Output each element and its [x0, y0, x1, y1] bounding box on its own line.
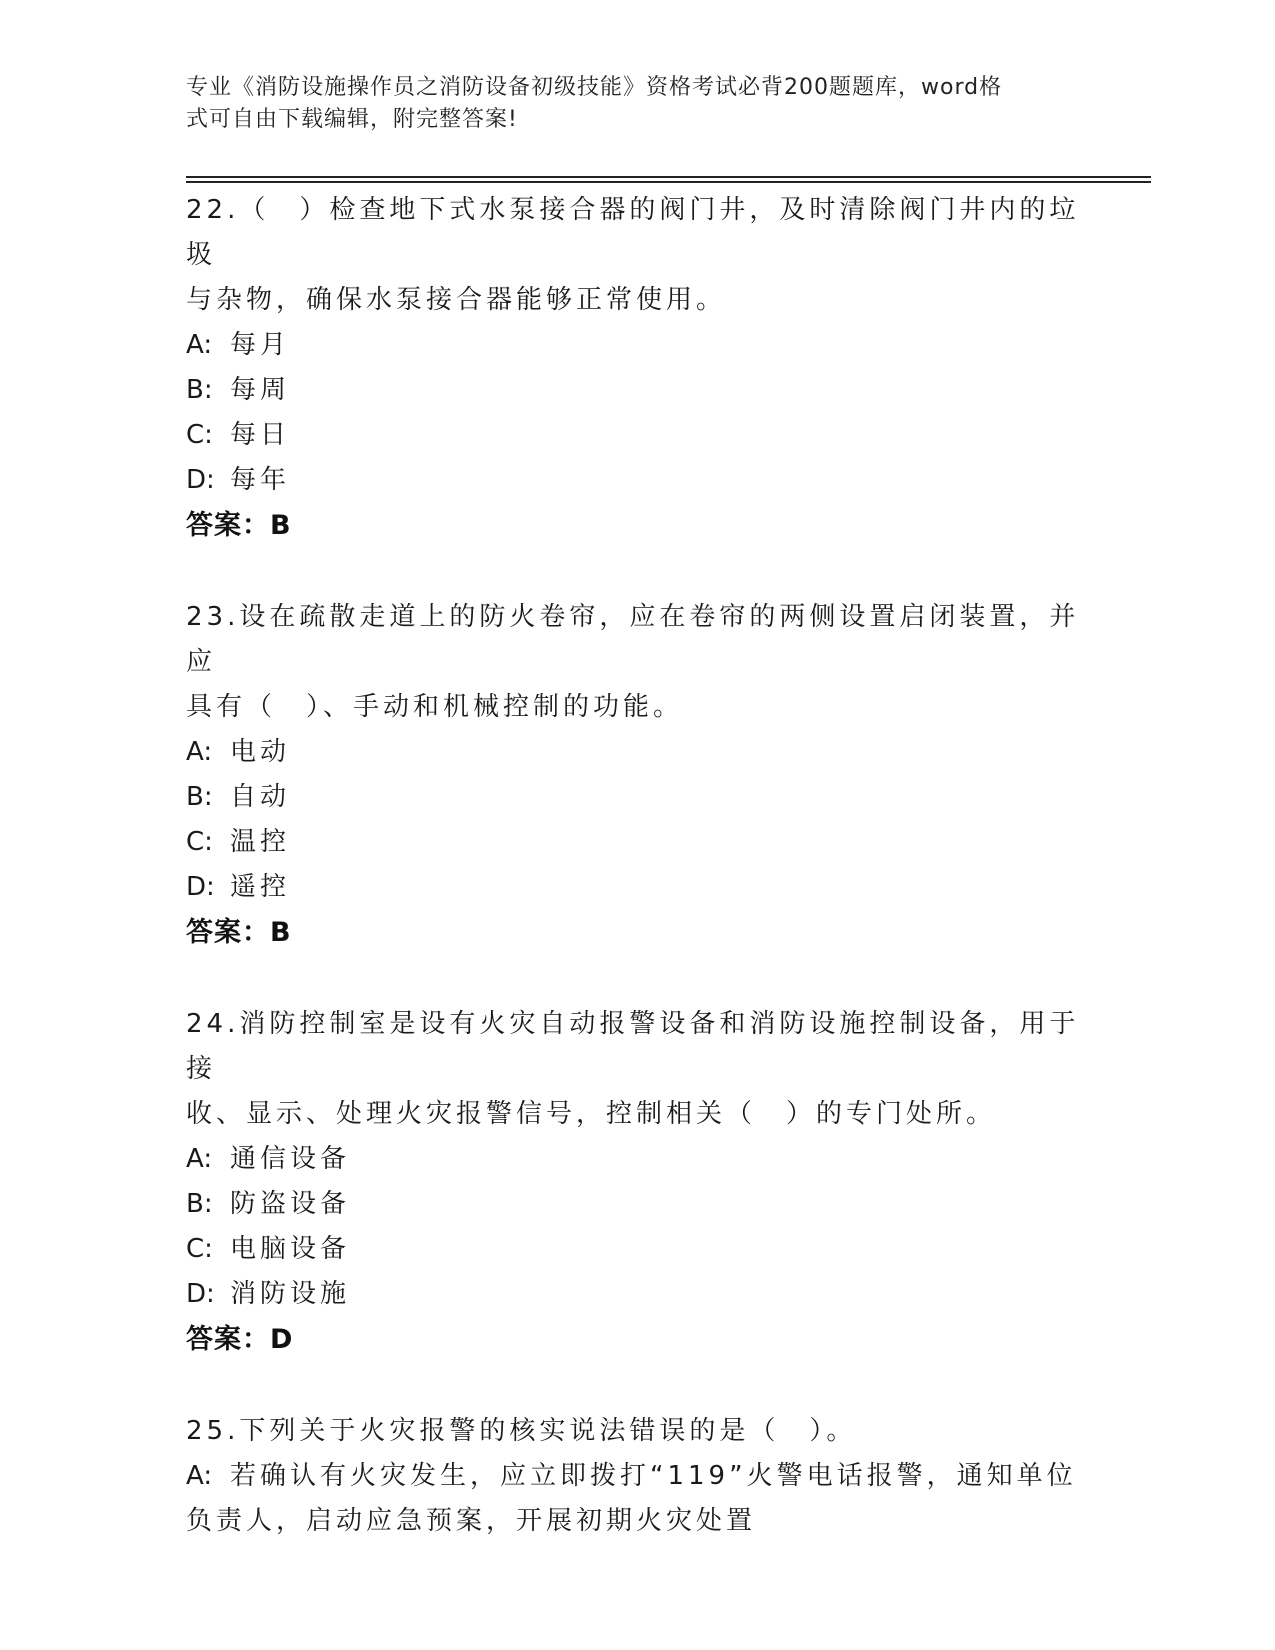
option-key: C: [186, 1234, 213, 1264]
option-key: C: [186, 827, 213, 857]
header-divider-bottom [186, 181, 1151, 183]
option-key: A: [186, 1461, 213, 1491]
question-text-line: 22.（ ）检查地下式水泵接合器的阀门井，及时清除阀门井内的垃圾 [186, 195, 1080, 270]
option-label: 温控 [230, 827, 291, 857]
option-label: 每周 [230, 375, 291, 405]
option-a [186, 323, 1086, 368]
option-label: 通信设备 [230, 1144, 351, 1174]
answer: 答案：B [186, 917, 292, 948]
header-divider-top [186, 176, 1151, 178]
answer: 答案：B [186, 510, 292, 541]
option-d [186, 865, 1086, 910]
question-text-line: 具有（ ）、手动和机械控制的功能。 [186, 692, 684, 722]
option-label: 防盗设备 [230, 1189, 351, 1219]
option-a [186, 1454, 1086, 1499]
option-key: D: [186, 872, 215, 902]
option-c [186, 1227, 1086, 1272]
question-text-line: 24.消防控制室是设有火灾自动报警设备和消防设施控制设备，用于接 [186, 1009, 1080, 1084]
option-label: 电脑设备 [230, 1234, 351, 1264]
option-b [186, 1182, 1086, 1227]
option-b [186, 775, 1086, 820]
question-text-line: 与杂物，确保水泵接合器能够正常使用。 [186, 285, 727, 315]
question-text-line: 23.设在疏散走道上的防火卷帘，应在卷帘的两侧设置启闭装置，并应 [186, 602, 1080, 677]
option-key: B: [186, 375, 213, 405]
answer: 答案：D [186, 1324, 294, 1355]
header-line-1: 专业《消防设施操作员之消防设备初级技能》资格考试必背200题题库，word格 [186, 75, 1003, 100]
option-c [186, 413, 1086, 458]
document-header [186, 72, 1066, 136]
option-b [186, 368, 1086, 413]
option-key: A: [186, 1144, 213, 1174]
option-key: B: [186, 1189, 213, 1219]
option-label: 每日 [230, 420, 291, 450]
option-a [186, 1137, 1086, 1182]
option-key: C: [186, 420, 213, 450]
option-d [186, 458, 1086, 503]
option-a [186, 730, 1086, 775]
question-text-line: 25.下列关于火灾报警的核实说法错误的是（ ）。 [186, 1416, 857, 1446]
option-key: A: [186, 330, 213, 360]
question-24 [186, 1002, 1086, 1362]
question-23 [186, 595, 1086, 955]
option-key: D: [186, 465, 215, 495]
header-line-2: 式可自由下载编辑，附完整答案! [186, 107, 518, 132]
option-label: 自动 [230, 782, 291, 812]
question-list [186, 188, 1086, 1544]
option-label: 每年 [230, 465, 291, 495]
option-label: 电动 [230, 737, 291, 767]
question-text-line: 收、显示、处理火灾报警信号，控制相关（ ）的专门处所。 [186, 1099, 997, 1129]
option-key: D: [186, 1279, 215, 1309]
option-label: 若确认有火灾发生，应立即拨打“119”火警电话报警，通知单位 [230, 1461, 1077, 1491]
question-22 [186, 188, 1086, 548]
option-key: A: [186, 737, 213, 767]
option-a-continuation: 负责人，启动应急预案，开展初期火灾处置 [186, 1506, 757, 1536]
option-label: 遥控 [230, 872, 291, 902]
option-d [186, 1272, 1086, 1317]
question-25 [186, 1409, 1086, 1544]
option-key: B: [186, 782, 213, 812]
option-c [186, 820, 1086, 865]
option-label: 消防设施 [230, 1279, 351, 1309]
option-label: 每月 [230, 330, 291, 360]
